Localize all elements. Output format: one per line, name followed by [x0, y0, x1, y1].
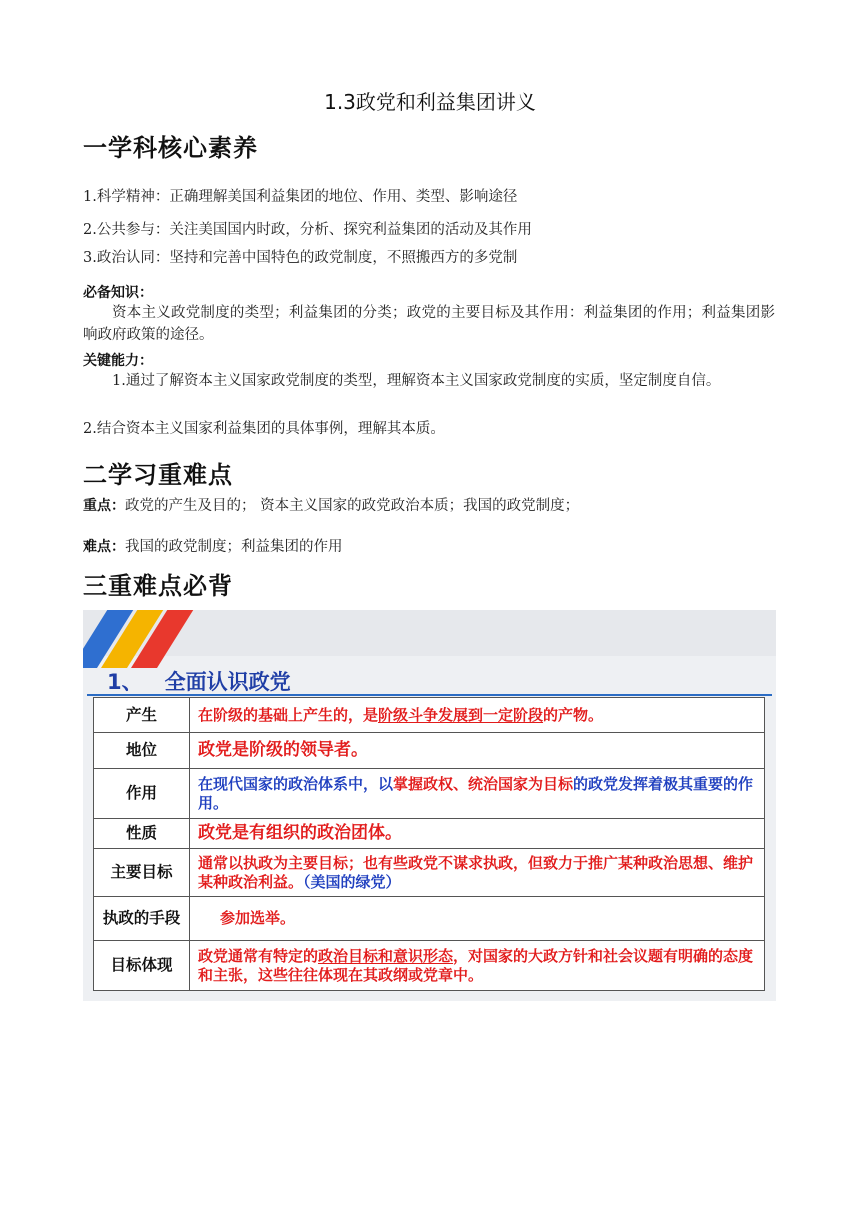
section-heading-core-literacy: 一学科核心素养	[83, 134, 258, 162]
difficult-points-line	[83, 535, 343, 556]
party-overview-slide	[83, 610, 776, 1001]
table-row	[94, 849, 765, 897]
key-points-label: 重点：	[83, 498, 125, 514]
row-value	[190, 941, 765, 991]
row-value-segment: 政党是阶级的领导者。	[198, 740, 368, 760]
row-label: 执政的手段	[94, 897, 190, 941]
row-value	[190, 849, 765, 897]
row-value	[190, 733, 765, 769]
section-heading-key-difficult: 二学习重难点	[83, 461, 233, 489]
row-value-segment: 政治目标和意识形态	[318, 946, 454, 965]
literacy-item-identity: 3.政治认同：坚持和完善中国特色的政党制度，不照搬西方的多党制	[83, 250, 518, 266]
row-label: 性质	[94, 819, 190, 849]
difficult-points-label: 难点：	[83, 539, 125, 555]
row-label: 地位	[94, 733, 190, 769]
row-value-segment: 参加选举。	[220, 909, 296, 927]
table-row	[94, 941, 765, 991]
row-value-segment: 掌握政权、统治国家为目标	[393, 774, 574, 793]
row-label: 主要目标	[94, 849, 190, 897]
key-points-text: 政党的产生及目的； 资本主义国家的政党政治本质；我国的政党制度；	[125, 498, 580, 514]
row-value	[190, 897, 765, 941]
row-value	[190, 698, 765, 733]
key-points-line	[83, 494, 579, 515]
slide-heading-number: 1、	[107, 670, 143, 694]
row-label: 作用	[94, 769, 190, 819]
row-value	[190, 819, 765, 849]
row-value-segment: 在现代国家的政治体系中，以	[198, 774, 394, 793]
slide-heading-rule	[87, 694, 772, 696]
literacy-item-science: 1.科学精神：正确理解美国利益集团的地位、作用、类型、影响途径	[83, 189, 518, 205]
row-value-segment: 在阶级的基础上产生的，是	[198, 705, 379, 724]
difficult-points-text: 我国的政党制度；利益集团的作用	[125, 539, 343, 555]
literacy-item-participation: 2.公共参与：关注美国国内时政，分析、探究利益集团的活动及其作用	[83, 222, 532, 238]
row-value-segment: 通常以执政为主要目标；也有些政党不谋求执政，但致力于推广某种政治思想、维护某种政治利益。	[198, 853, 754, 891]
row-value-segment: 政党是有组织的政治团体。	[198, 823, 402, 843]
row-value-segment: 政党通常有特定的	[198, 946, 319, 965]
slide-heading	[107, 666, 291, 696]
table-row	[94, 819, 765, 849]
table-row	[94, 698, 765, 733]
required-knowledge-text: 资本主义政党制度的类型；利益集团的分类；政党的主要目标及其作用：利益集团的作用；利益集团影响政府政策的途径。	[83, 305, 775, 343]
table-row	[94, 897, 765, 941]
row-value-segment: 的政党发挥着极其重要的作用。	[198, 774, 754, 812]
row-value-segment: 的产物。	[543, 705, 604, 724]
party-facts-table	[93, 697, 765, 991]
row-label: 产生	[94, 698, 190, 733]
key-ability-text-1: 1.通过了解资本主义国家政党制度的类型，理解资本主义国家政党制度的实质，坚定制度自信。	[112, 373, 721, 389]
slide-heading-text: 全面认识政党	[164, 670, 291, 694]
row-value-segment: （美国的绿党）	[303, 872, 401, 891]
key-ability-text-2: 2.结合资本主义国家利益集团的具体事例，理解其本质。	[83, 421, 445, 437]
table-row	[94, 733, 765, 769]
section-heading-must-memorize: 三重难点必背	[83, 572, 233, 600]
table-row	[94, 769, 765, 819]
required-knowledge-label: 必备知识：	[83, 285, 153, 301]
key-ability-label: 关键能力：	[83, 353, 153, 369]
row-value	[190, 769, 765, 819]
row-label: 目标体现	[94, 941, 190, 991]
row-value-segment: 阶级斗争发展到一定阶段	[378, 705, 544, 724]
row-value-segment: ，对国家的大政方针和社会议题有明确的态度和主张，这些往往体现在其政纲或党章中。	[198, 946, 754, 984]
document-title: 1.3政党和利益集团讲义	[324, 90, 536, 114]
